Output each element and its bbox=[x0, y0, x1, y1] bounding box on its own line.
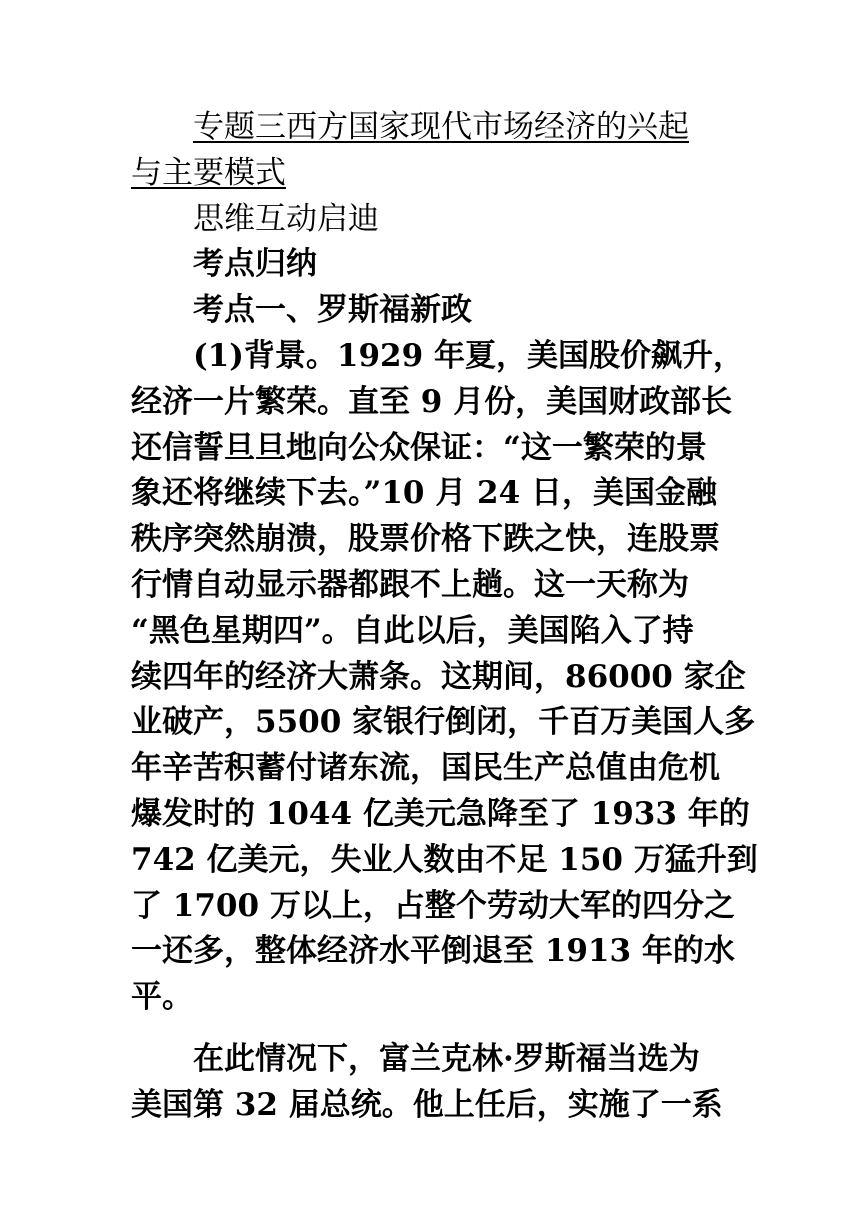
paragraph-line: 美国第 32 届总统。他上任后，实施了一系 bbox=[131, 1086, 723, 1123]
paragraph-line: 行情自动显示器都跟不上趟。这一天称为 bbox=[131, 566, 689, 603]
section-heading: 考点归纳 bbox=[193, 246, 317, 283]
paragraph-line: 爆发时的 1044 亿美元急降至了 1933 年的 bbox=[131, 795, 750, 832]
paragraph-line: 经济一片繁荣。直至 9 月份，美国财政部长 bbox=[131, 383, 733, 420]
paragraph-line: 秩序突然崩溃，股票价格下跌之快，连股票 bbox=[131, 521, 720, 558]
paragraph-line: 年辛苦积蓄付诸东流，国民生产总值由危机 bbox=[131, 750, 720, 787]
paragraph-line: 平。 bbox=[131, 979, 193, 1016]
paragraph-roosevelt bbox=[131, 1037, 731, 1129]
paragraph-line: 续四年的经济大萧条。这期间，86000 家企 bbox=[131, 658, 746, 695]
paragraph-line: (1)背景。1929 年夏，美国股价飙升， bbox=[193, 337, 744, 374]
paragraph-line: 业破产，5500 家银行倒闭，千百万美国人多 bbox=[131, 704, 756, 741]
document-page bbox=[131, 105, 758, 1129]
document-title-line-1: 专题三西方国家现代市场经济的兴起 bbox=[193, 109, 689, 145]
document-title-line-2: 与主要模式 bbox=[131, 154, 286, 191]
paragraph-line: 了 1700 万以上，占整个劳动大军的四分之 bbox=[131, 887, 735, 924]
paragraph-background bbox=[131, 334, 758, 1021]
paragraph-line: 象还将继续下去。”10 月 24 日，美国金融 bbox=[131, 475, 717, 512]
point-heading: 考点一、罗斯福新政 bbox=[193, 292, 472, 329]
subheading: 思维互动启迪 bbox=[193, 200, 379, 237]
paragraph-line: 一还多，整体经济水平倒退至 1913 年的水 bbox=[131, 933, 735, 970]
paragraph-line: 742 亿美元，失业人数由不足 150 万猛升到 bbox=[131, 841, 758, 878]
paragraph-line: “黑色星期四”。自此以后，美国陷入了持 bbox=[131, 612, 694, 649]
paragraph-line: 在此情况下，富兰克林·罗斯福当选为 bbox=[193, 1040, 700, 1077]
paragraph-line: 还信誓旦旦地向公众保证：“这一繁荣的景 bbox=[131, 429, 707, 466]
